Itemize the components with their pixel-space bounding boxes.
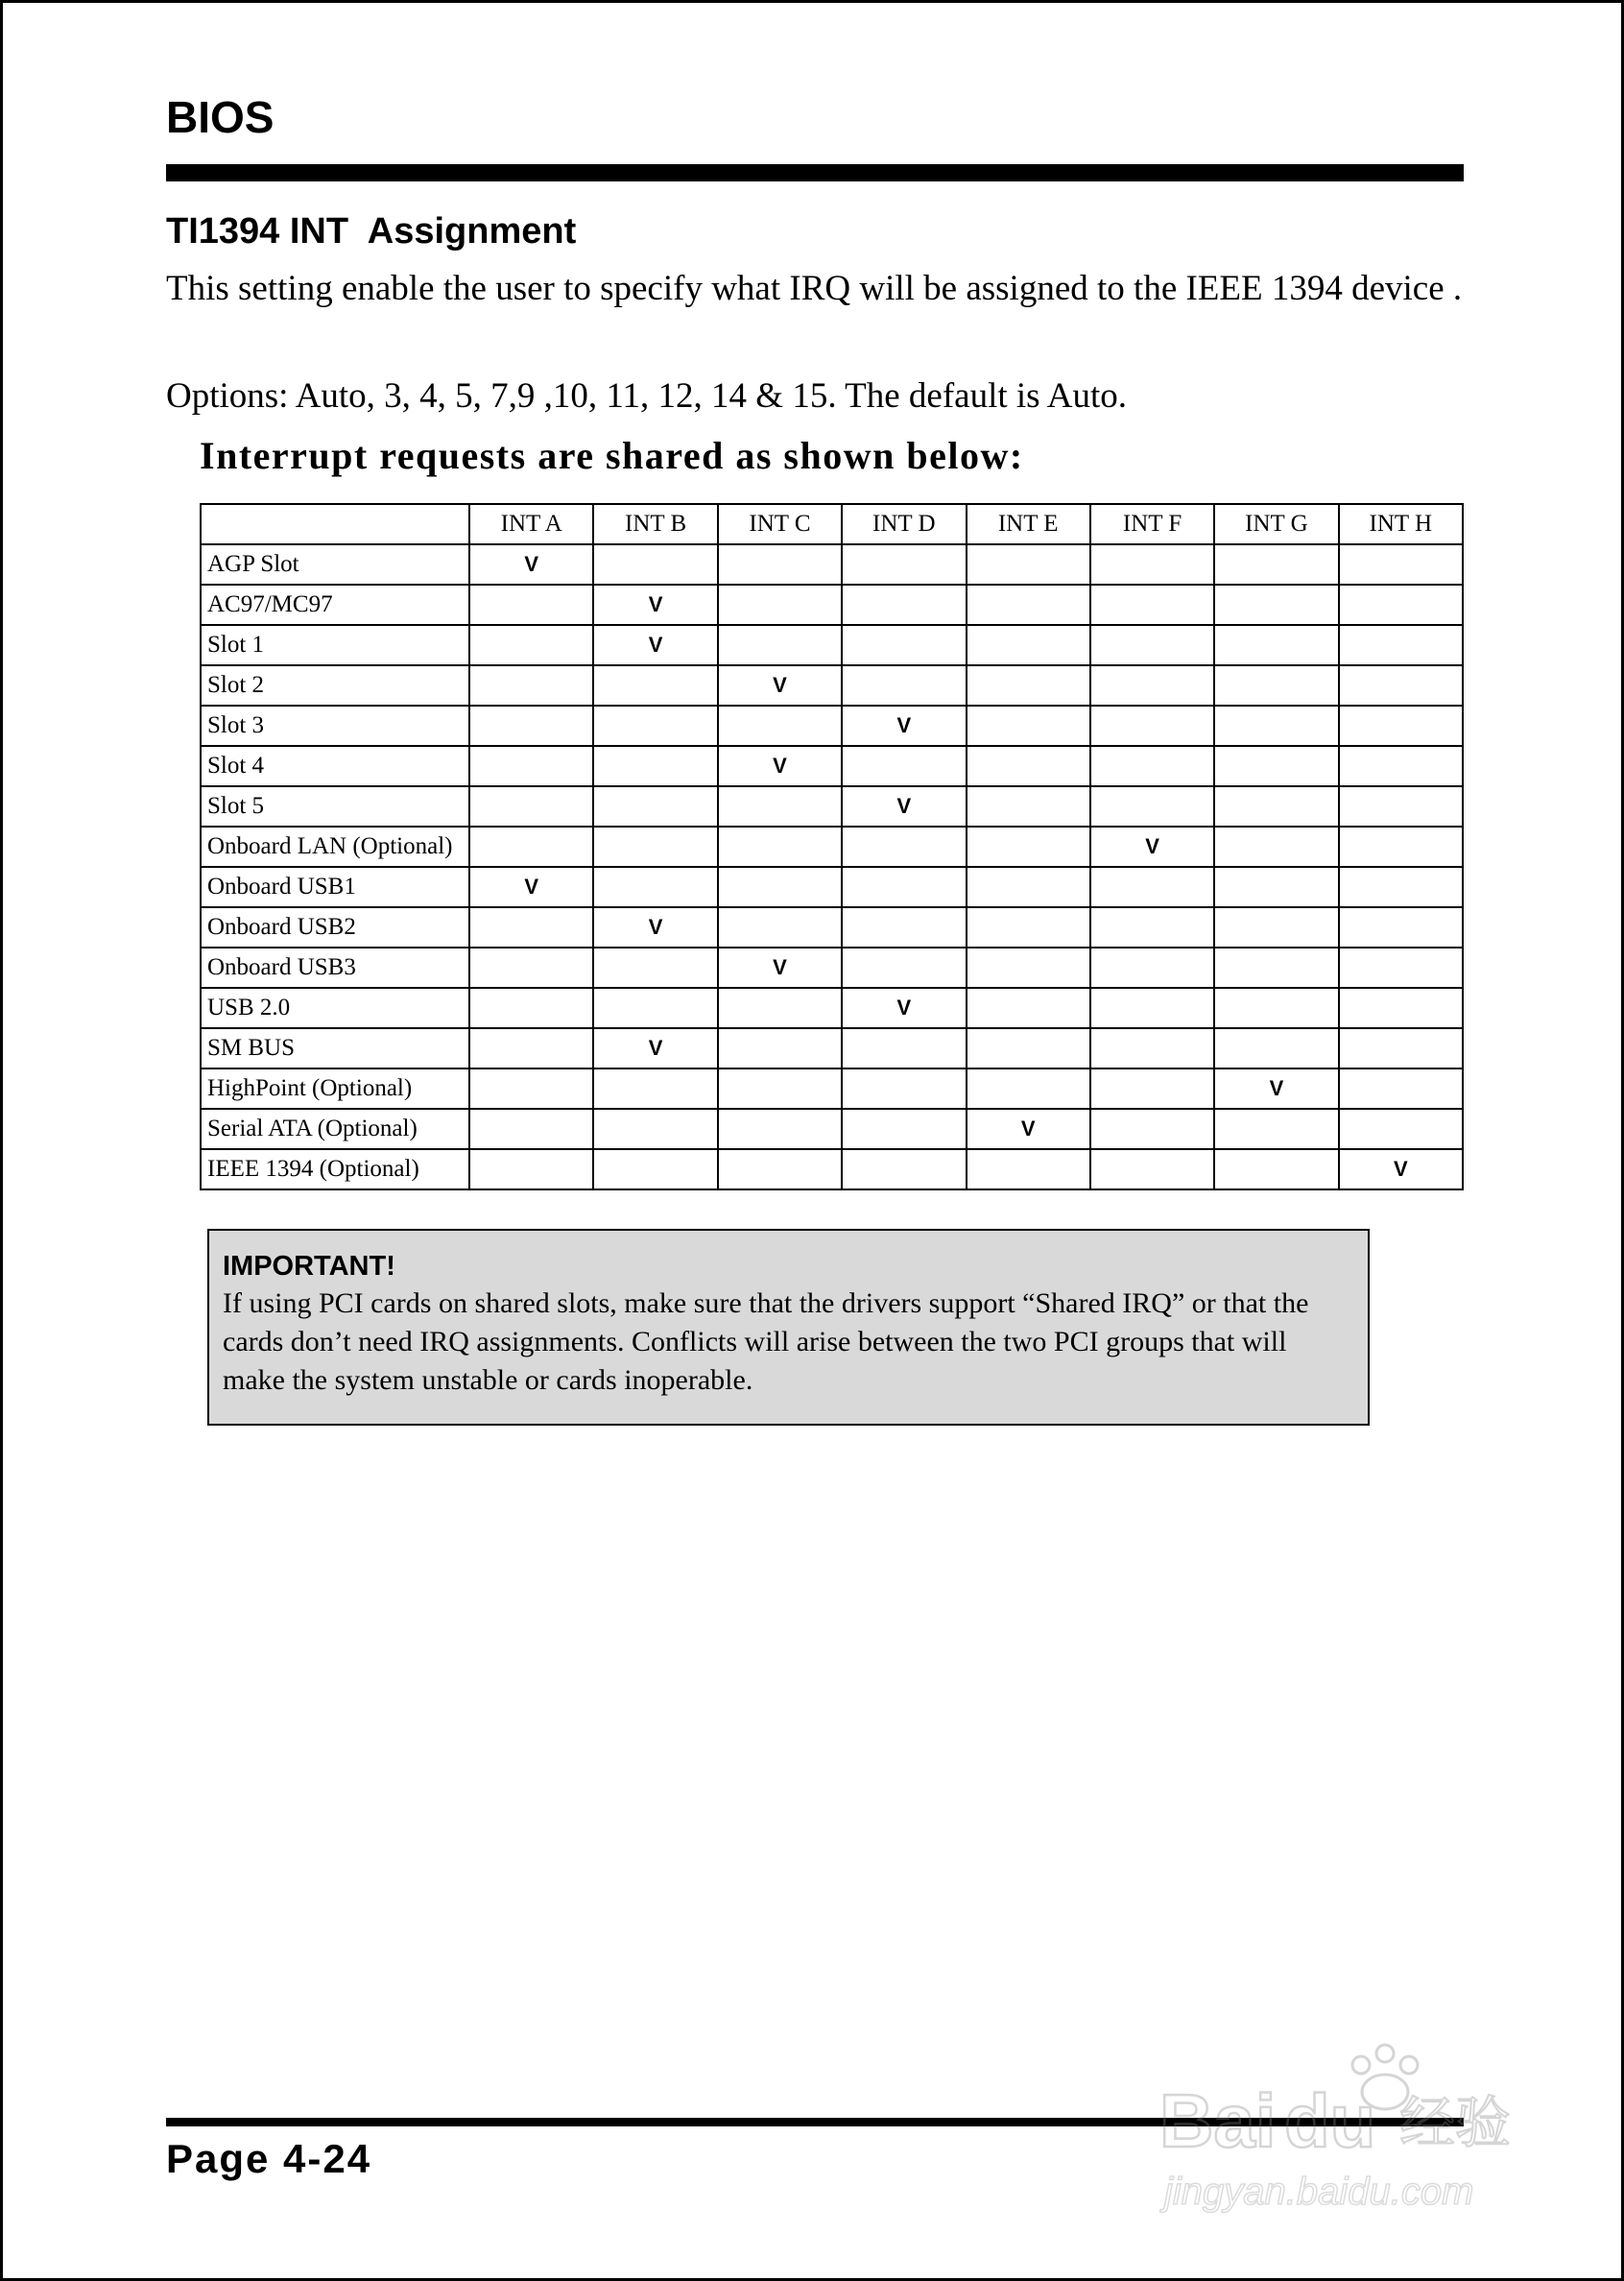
empty-cell bbox=[1339, 585, 1463, 625]
table-row bbox=[201, 827, 1463, 867]
empty-cell bbox=[842, 867, 966, 907]
assignment-mark: V bbox=[967, 1109, 1090, 1149]
empty-cell bbox=[469, 1068, 593, 1109]
empty-cell bbox=[967, 1028, 1090, 1068]
empty-cell bbox=[1214, 706, 1338, 746]
empty-cell bbox=[1090, 948, 1214, 988]
assignment-mark: V bbox=[718, 665, 842, 706]
empty-cell bbox=[842, 948, 966, 988]
table-row bbox=[201, 665, 1463, 706]
empty-cell bbox=[593, 786, 717, 827]
empty-cell bbox=[718, 585, 842, 625]
table-row bbox=[201, 746, 1463, 786]
empty-cell bbox=[967, 1149, 1090, 1189]
empty-cell bbox=[593, 827, 717, 867]
device-name-cell: Slot 1 bbox=[201, 625, 469, 665]
table-row bbox=[201, 1109, 1463, 1149]
empty-cell bbox=[967, 625, 1090, 665]
table-row bbox=[201, 948, 1463, 988]
setting-options: Options: Auto, 3, 4, 5, 7,9 ,10, 11, 12, 14 & 15. The default is Auto. bbox=[166, 376, 1128, 416]
column-header: INT D bbox=[842, 504, 966, 544]
empty-cell bbox=[1090, 1028, 1214, 1068]
empty-cell bbox=[718, 907, 842, 948]
empty-cell bbox=[842, 585, 966, 625]
table-row bbox=[201, 988, 1463, 1028]
empty-cell bbox=[1214, 1149, 1338, 1189]
empty-cell bbox=[1339, 625, 1463, 665]
empty-cell bbox=[967, 786, 1090, 827]
assignment-mark: V bbox=[469, 544, 593, 585]
assignment-mark: V bbox=[593, 907, 717, 948]
empty-cell bbox=[593, 867, 717, 907]
empty-cell bbox=[842, 1028, 966, 1068]
empty-cell bbox=[1090, 625, 1214, 665]
device-name-cell: Onboard USB3 bbox=[201, 948, 469, 988]
device-name-cell: Onboard USB2 bbox=[201, 907, 469, 948]
empty-cell bbox=[1339, 827, 1463, 867]
assignment-mark: V bbox=[842, 706, 966, 746]
empty-cell bbox=[1214, 1109, 1338, 1149]
device-name-cell: Slot 2 bbox=[201, 665, 469, 706]
baidu-watermark-logo bbox=[1155, 2027, 1539, 2219]
empty-cell bbox=[1339, 544, 1463, 585]
svg-text:jingyan.baidu.com: jingyan.baidu.com bbox=[1164, 2171, 1474, 2213]
empty-cell bbox=[1339, 786, 1463, 827]
device-name-cell: AGP Slot bbox=[201, 544, 469, 585]
assignment-mark: V bbox=[842, 988, 966, 1028]
assignment-mark: V bbox=[718, 746, 842, 786]
interrupt-sharing-table bbox=[200, 503, 1464, 1190]
table-row bbox=[201, 786, 1463, 827]
empty-cell bbox=[1339, 948, 1463, 988]
empty-cell bbox=[967, 867, 1090, 907]
empty-cell bbox=[967, 988, 1090, 1028]
empty-cell bbox=[718, 706, 842, 746]
empty-cell bbox=[1339, 907, 1463, 948]
empty-cell bbox=[1214, 585, 1338, 625]
empty-cell bbox=[967, 746, 1090, 786]
empty-cell bbox=[967, 706, 1090, 746]
empty-cell bbox=[1090, 988, 1214, 1028]
empty-cell bbox=[469, 665, 593, 706]
assignment-mark: V bbox=[593, 625, 717, 665]
device-name-cell: Serial ATA (Optional) bbox=[201, 1109, 469, 1149]
chapter-title: BIOS bbox=[166, 92, 275, 142]
empty-cell bbox=[1090, 1149, 1214, 1189]
assignment-mark: V bbox=[718, 948, 842, 988]
empty-cell bbox=[718, 1068, 842, 1109]
empty-cell bbox=[469, 948, 593, 988]
table-caption: Interrupt requests are shared as shown below: bbox=[200, 434, 1024, 477]
important-text: If using PCI cards on shared slots, make sure that the drivers support “Shared IRQ” or that the cards don’t need IRQ assignments. Conflicts will arise between the two PCI groups that will make the system unstable or cards inoperable. bbox=[223, 1287, 1309, 1396]
empty-cell bbox=[469, 907, 593, 948]
empty-cell bbox=[842, 1149, 966, 1189]
assignment-mark: V bbox=[842, 786, 966, 827]
assignment-mark: V bbox=[1339, 1149, 1463, 1189]
empty-cell bbox=[718, 867, 842, 907]
empty-cell bbox=[1090, 786, 1214, 827]
empty-cell bbox=[593, 1149, 717, 1189]
assignment-mark: V bbox=[469, 867, 593, 907]
empty-cell bbox=[1090, 907, 1214, 948]
empty-cell bbox=[718, 1028, 842, 1068]
empty-cell bbox=[469, 1149, 593, 1189]
column-header: INT C bbox=[718, 504, 842, 544]
empty-cell bbox=[967, 827, 1090, 867]
empty-cell bbox=[593, 988, 717, 1028]
empty-cell bbox=[469, 827, 593, 867]
table-row bbox=[201, 706, 1463, 746]
empty-cell bbox=[718, 988, 842, 1028]
empty-cell bbox=[1339, 746, 1463, 786]
corner-cell bbox=[201, 504, 469, 544]
empty-cell bbox=[1090, 746, 1214, 786]
empty-cell bbox=[593, 544, 717, 585]
empty-cell bbox=[593, 706, 717, 746]
empty-cell bbox=[1214, 827, 1338, 867]
empty-cell bbox=[718, 625, 842, 665]
important-title: IMPORTANT! bbox=[223, 1251, 395, 1282]
empty-cell bbox=[1090, 706, 1214, 746]
device-name-cell: Slot 3 bbox=[201, 706, 469, 746]
empty-cell bbox=[967, 948, 1090, 988]
device-name-cell: Slot 4 bbox=[201, 746, 469, 786]
assignment-mark: V bbox=[593, 1028, 717, 1068]
svg-text:du: du bbox=[1284, 2078, 1376, 2163]
table-row bbox=[201, 1149, 1463, 1189]
empty-cell bbox=[1090, 1068, 1214, 1109]
empty-cell bbox=[842, 665, 966, 706]
empty-cell bbox=[1339, 1068, 1463, 1109]
empty-cell bbox=[1339, 1109, 1463, 1149]
important-notice-box bbox=[207, 1229, 1370, 1426]
empty-cell bbox=[842, 1068, 966, 1109]
column-header: INT G bbox=[1214, 504, 1338, 544]
empty-cell bbox=[1214, 746, 1338, 786]
table-row bbox=[201, 1028, 1463, 1068]
section-heading: TI1394 INT Assignment bbox=[166, 211, 577, 252]
empty-cell bbox=[1090, 1109, 1214, 1149]
table-row bbox=[201, 625, 1463, 665]
empty-cell bbox=[469, 1109, 593, 1149]
empty-cell bbox=[718, 1149, 842, 1189]
empty-cell bbox=[842, 907, 966, 948]
empty-cell bbox=[593, 665, 717, 706]
device-name-cell: AC97/MC97 bbox=[201, 585, 469, 625]
svg-text:Bai: Bai bbox=[1159, 2078, 1277, 2163]
column-header: INT H bbox=[1339, 504, 1463, 544]
column-header: INT B bbox=[593, 504, 717, 544]
header-divider bbox=[166, 164, 1464, 181]
empty-cell bbox=[842, 827, 966, 867]
device-name-cell: Slot 5 bbox=[201, 786, 469, 827]
svg-text:经验: 经验 bbox=[1399, 2090, 1512, 2155]
empty-cell bbox=[1339, 1028, 1463, 1068]
device-name-cell: HighPoint (Optional) bbox=[201, 1068, 469, 1109]
device-name-cell: Onboard USB1 bbox=[201, 867, 469, 907]
empty-cell bbox=[967, 907, 1090, 948]
empty-cell bbox=[1214, 786, 1338, 827]
empty-cell bbox=[469, 706, 593, 746]
table-row bbox=[201, 544, 1463, 585]
empty-cell bbox=[1090, 867, 1214, 907]
table-row bbox=[201, 1068, 1463, 1109]
empty-cell bbox=[469, 988, 593, 1028]
empty-cell bbox=[469, 585, 593, 625]
table-row bbox=[201, 907, 1463, 948]
empty-cell bbox=[1214, 544, 1338, 585]
empty-cell bbox=[1339, 706, 1463, 746]
table-header-row bbox=[201, 504, 1463, 544]
device-name-cell: IEEE 1394 (Optional) bbox=[201, 1149, 469, 1189]
assignment-mark: V bbox=[1214, 1068, 1338, 1109]
empty-cell bbox=[469, 786, 593, 827]
empty-cell bbox=[1090, 585, 1214, 625]
empty-cell bbox=[1339, 867, 1463, 907]
empty-cell bbox=[718, 827, 842, 867]
empty-cell bbox=[469, 625, 593, 665]
assignment-mark: V bbox=[1090, 827, 1214, 867]
empty-cell bbox=[967, 544, 1090, 585]
empty-cell bbox=[967, 665, 1090, 706]
device-name-cell: SM BUS bbox=[201, 1028, 469, 1068]
empty-cell bbox=[1339, 988, 1463, 1028]
empty-cell bbox=[1214, 948, 1338, 988]
page-number: Page 4-24 bbox=[166, 2136, 372, 2181]
device-name-cell: Onboard LAN (Optional) bbox=[201, 827, 469, 867]
empty-cell bbox=[718, 786, 842, 827]
column-header: INT A bbox=[469, 504, 593, 544]
empty-cell bbox=[967, 1068, 1090, 1109]
empty-cell bbox=[593, 1109, 717, 1149]
empty-cell bbox=[1090, 544, 1214, 585]
empty-cell bbox=[1214, 907, 1338, 948]
empty-cell bbox=[1090, 665, 1214, 706]
assignment-mark: V bbox=[593, 585, 717, 625]
setting-description: This setting enable the user to specify what IRQ will be assigned to the IEEE 1394 device . bbox=[166, 269, 1463, 308]
column-header: INT E bbox=[967, 504, 1090, 544]
empty-cell bbox=[593, 948, 717, 988]
empty-cell bbox=[1339, 665, 1463, 706]
empty-cell bbox=[718, 544, 842, 585]
empty-cell bbox=[1214, 665, 1338, 706]
empty-cell bbox=[593, 1068, 717, 1109]
empty-cell bbox=[469, 746, 593, 786]
empty-cell bbox=[842, 1109, 966, 1149]
empty-cell bbox=[593, 746, 717, 786]
empty-cell bbox=[1214, 1028, 1338, 1068]
empty-cell bbox=[1214, 867, 1338, 907]
empty-cell bbox=[842, 746, 966, 786]
empty-cell bbox=[1214, 625, 1338, 665]
table-row bbox=[201, 585, 1463, 625]
empty-cell bbox=[967, 585, 1090, 625]
empty-cell bbox=[842, 625, 966, 665]
empty-cell bbox=[1214, 988, 1338, 1028]
empty-cell bbox=[469, 1028, 593, 1068]
column-header: INT F bbox=[1090, 504, 1214, 544]
empty-cell bbox=[718, 1109, 842, 1149]
empty-cell bbox=[842, 544, 966, 585]
table-row bbox=[201, 867, 1463, 907]
device-name-cell: USB 2.0 bbox=[201, 988, 469, 1028]
